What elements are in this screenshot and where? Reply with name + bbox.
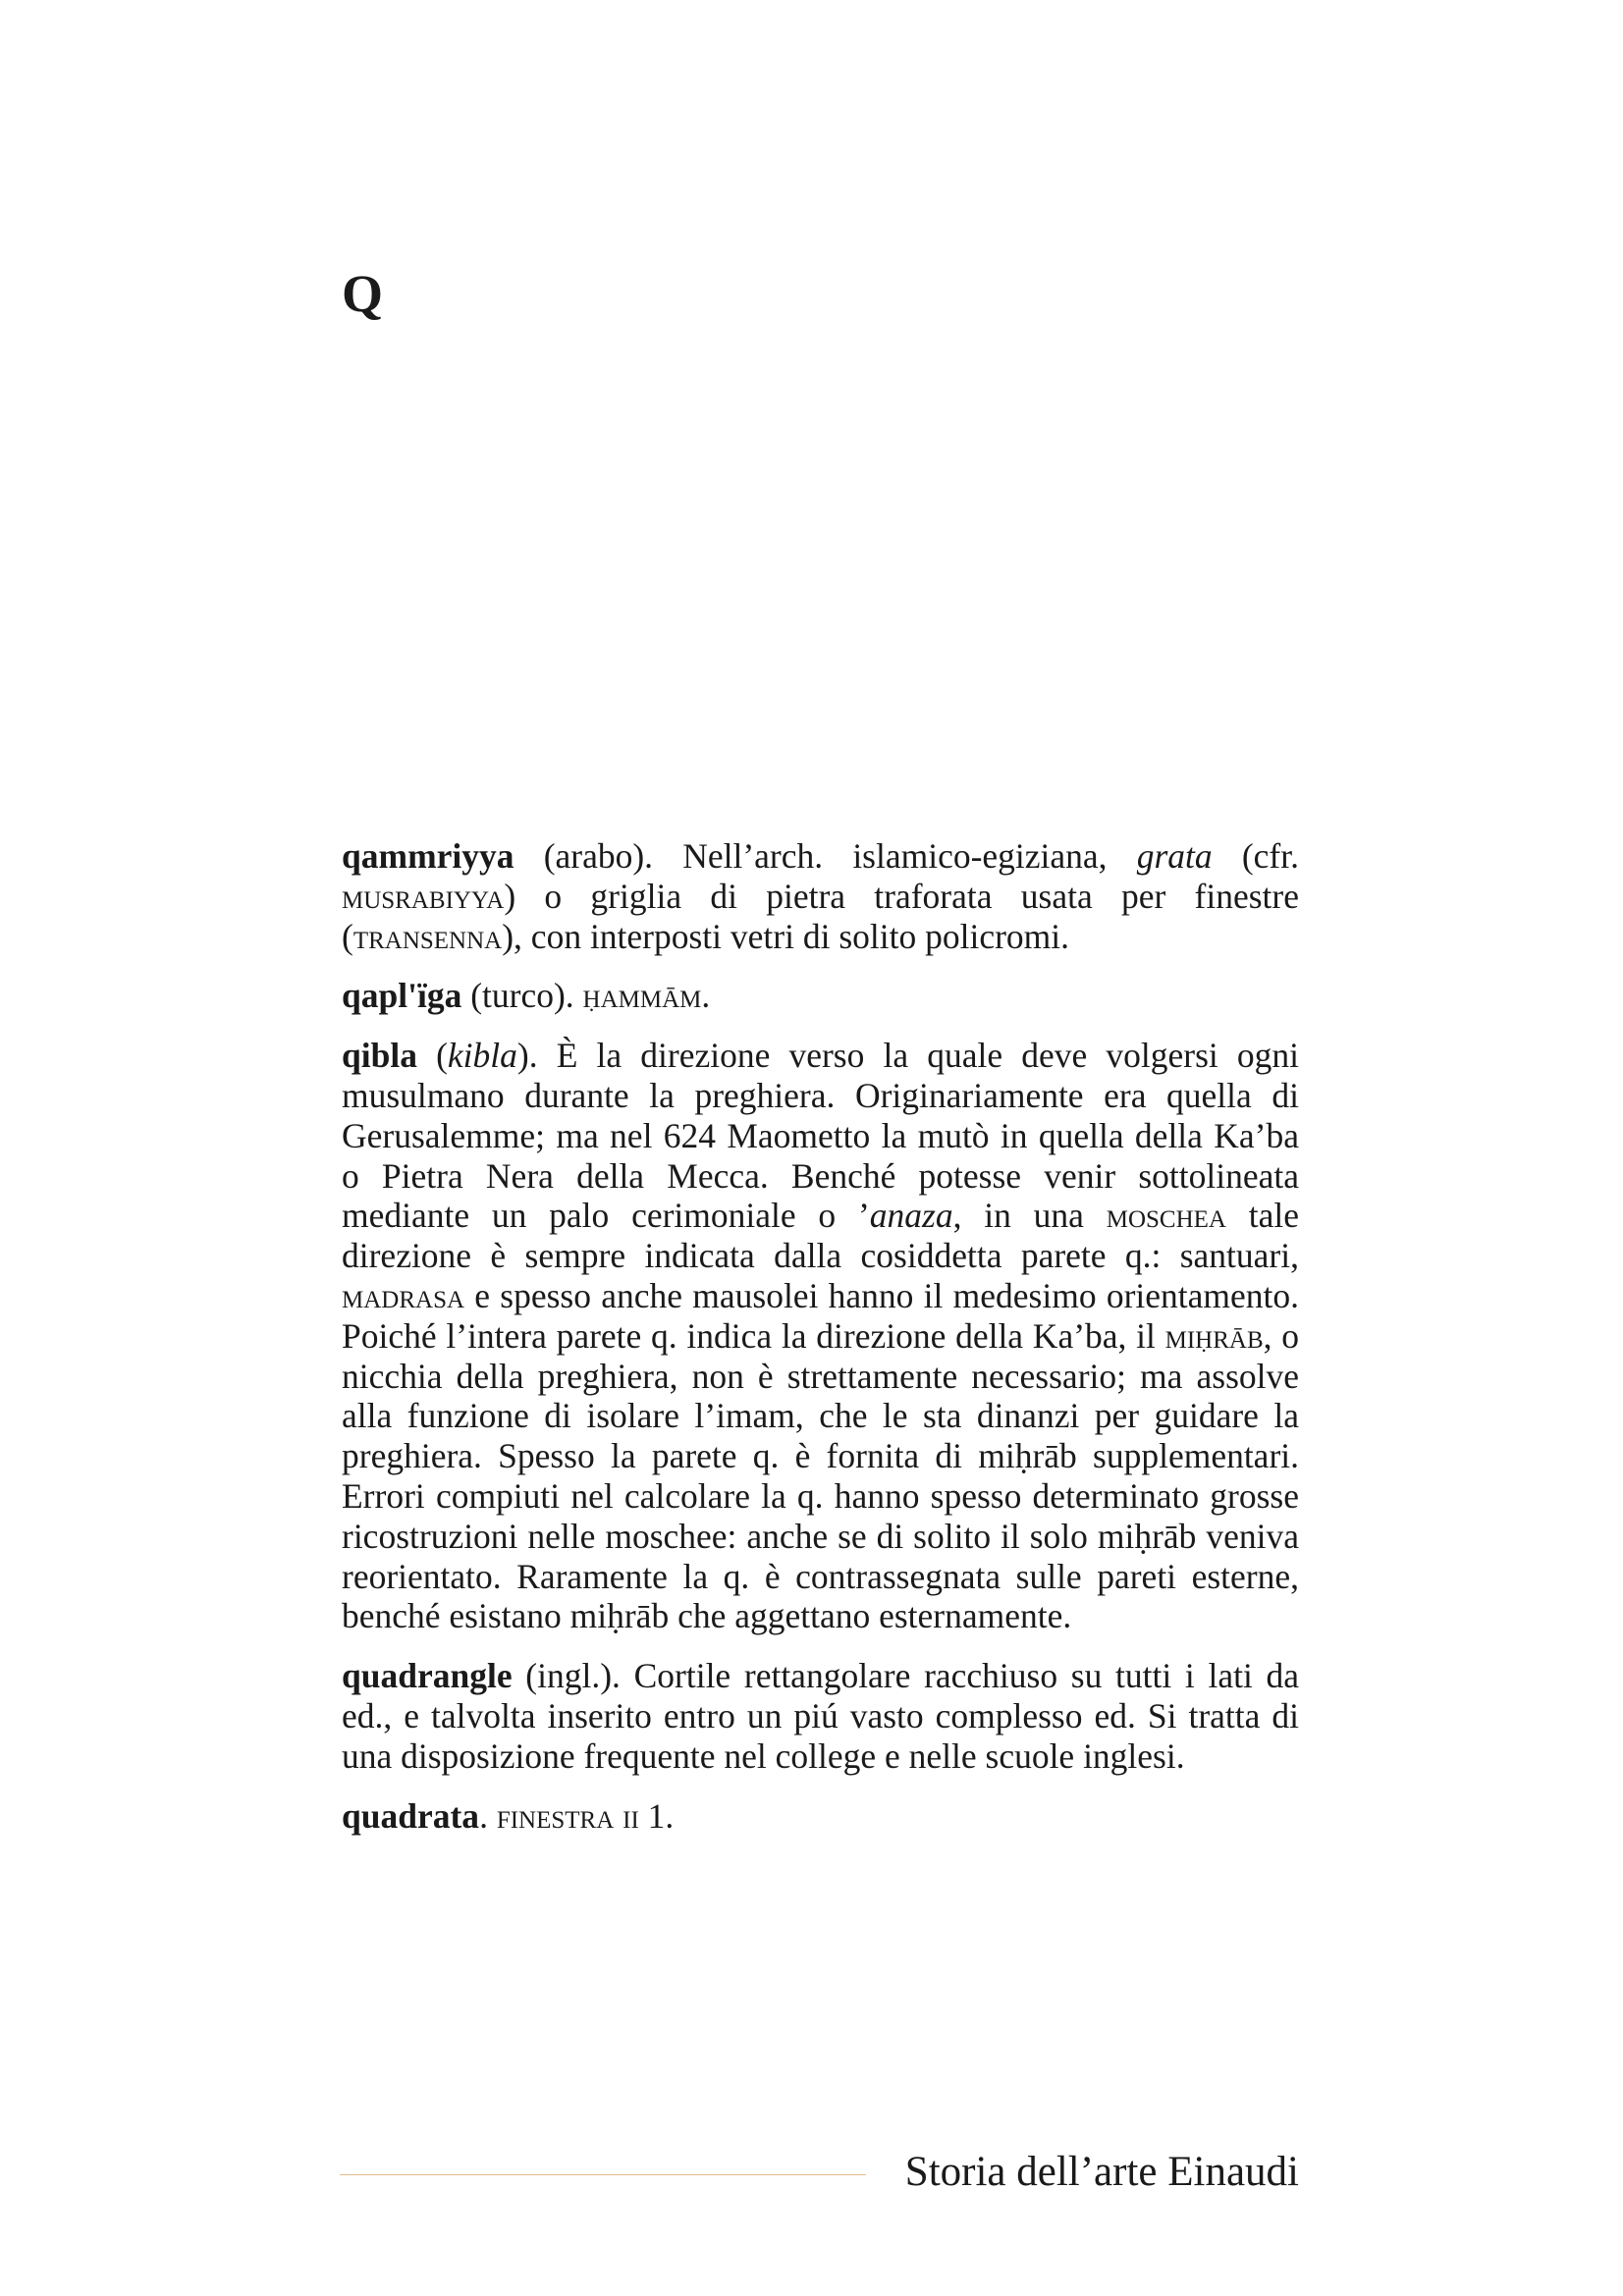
entry-qammriyya: qammriyya (arabo). Nell’arch. islamico-egiziana, grata (cfr. musrabiyya) o griglia di pietra traforata usata per finestre (transenna), con interposti vetri di solito policromi. <box>342 836 1299 956</box>
cross-reference: musrabiyya <box>342 876 505 916</box>
cross-reference: transenna <box>352 916 503 956</box>
dictionary-entries <box>342 836 1299 1855</box>
footer-title: Storia dell’arte Einaudi <box>904 2149 1299 2195</box>
cross-reference: moschea <box>1106 1196 1226 1236</box>
entry-quadrata: quadrata. finestra ii 1. <box>342 1795 675 1836</box>
cross-reference: madrasa <box>342 1275 465 1315</box>
headword: qammriyya <box>342 836 514 876</box>
footer-divider <box>340 2174 866 2175</box>
cross-reference: ḥammām <box>582 976 702 1016</box>
entry-quadrangle: quadrangle (ingl.). Cortile rettangolare racchiuso su tutti i lati da ed., e talvolta inserito entro un piú vasto complesso ed. Si tratta di una disposizione frequente nel college e nelle scuole inglesi. <box>342 1656 1299 1776</box>
section-letter: Q <box>342 264 384 323</box>
headword: quadrata <box>342 1795 480 1836</box>
headword: qibla <box>342 1036 417 1076</box>
entry-qibla: qibla (kibla). È la direzione verso la quale deve volgersi ogni musulmano durante la preghiera. Originariamente era quella di Gerusalemme; ma nel 624 Maometto la mutò in quella della Ka’ba o Pietra Nera della Mecca. Benché potesse venir sottolineata mediante un palo cerimoniale o ’anaza, in una moschea tale direzione è sempre indicata dalla cosiddetta parete q.: santuari, madrasa e spesso anche mausolei hanno il medesimo orientamento. Poiché l’intera parete q. indica la direzione della Ka’ba, il miḥrāb, o nicchia della preghiera, non è strettamente necessario; ma assolve alla funzione di isolare l’imam, che le sta dinanzi per guidare la preghiera. Spesso la parete q. è fornita di miḥrāb supplementari. Errori compiuti nel calcolare la q. hanno spesso determinato grosse ricostruzioni nelle moschee: anche se di solito il solo miḥrāb veniva reorientato. Raramente la q. è contrassegnata sulle pareti esterne, benché esistano miḥrāb che aggettano esternamente. <box>342 1036 1300 1636</box>
headword: qapl'ïga <box>342 976 462 1016</box>
cross-reference: miḥrāb <box>1164 1315 1264 1356</box>
entry-qapliga: qapl'ïga (turco). ḥammām. <box>342 976 711 1016</box>
headword: quadrangle <box>342 1656 513 1696</box>
cross-reference: finestra ii 1 <box>496 1795 666 1836</box>
